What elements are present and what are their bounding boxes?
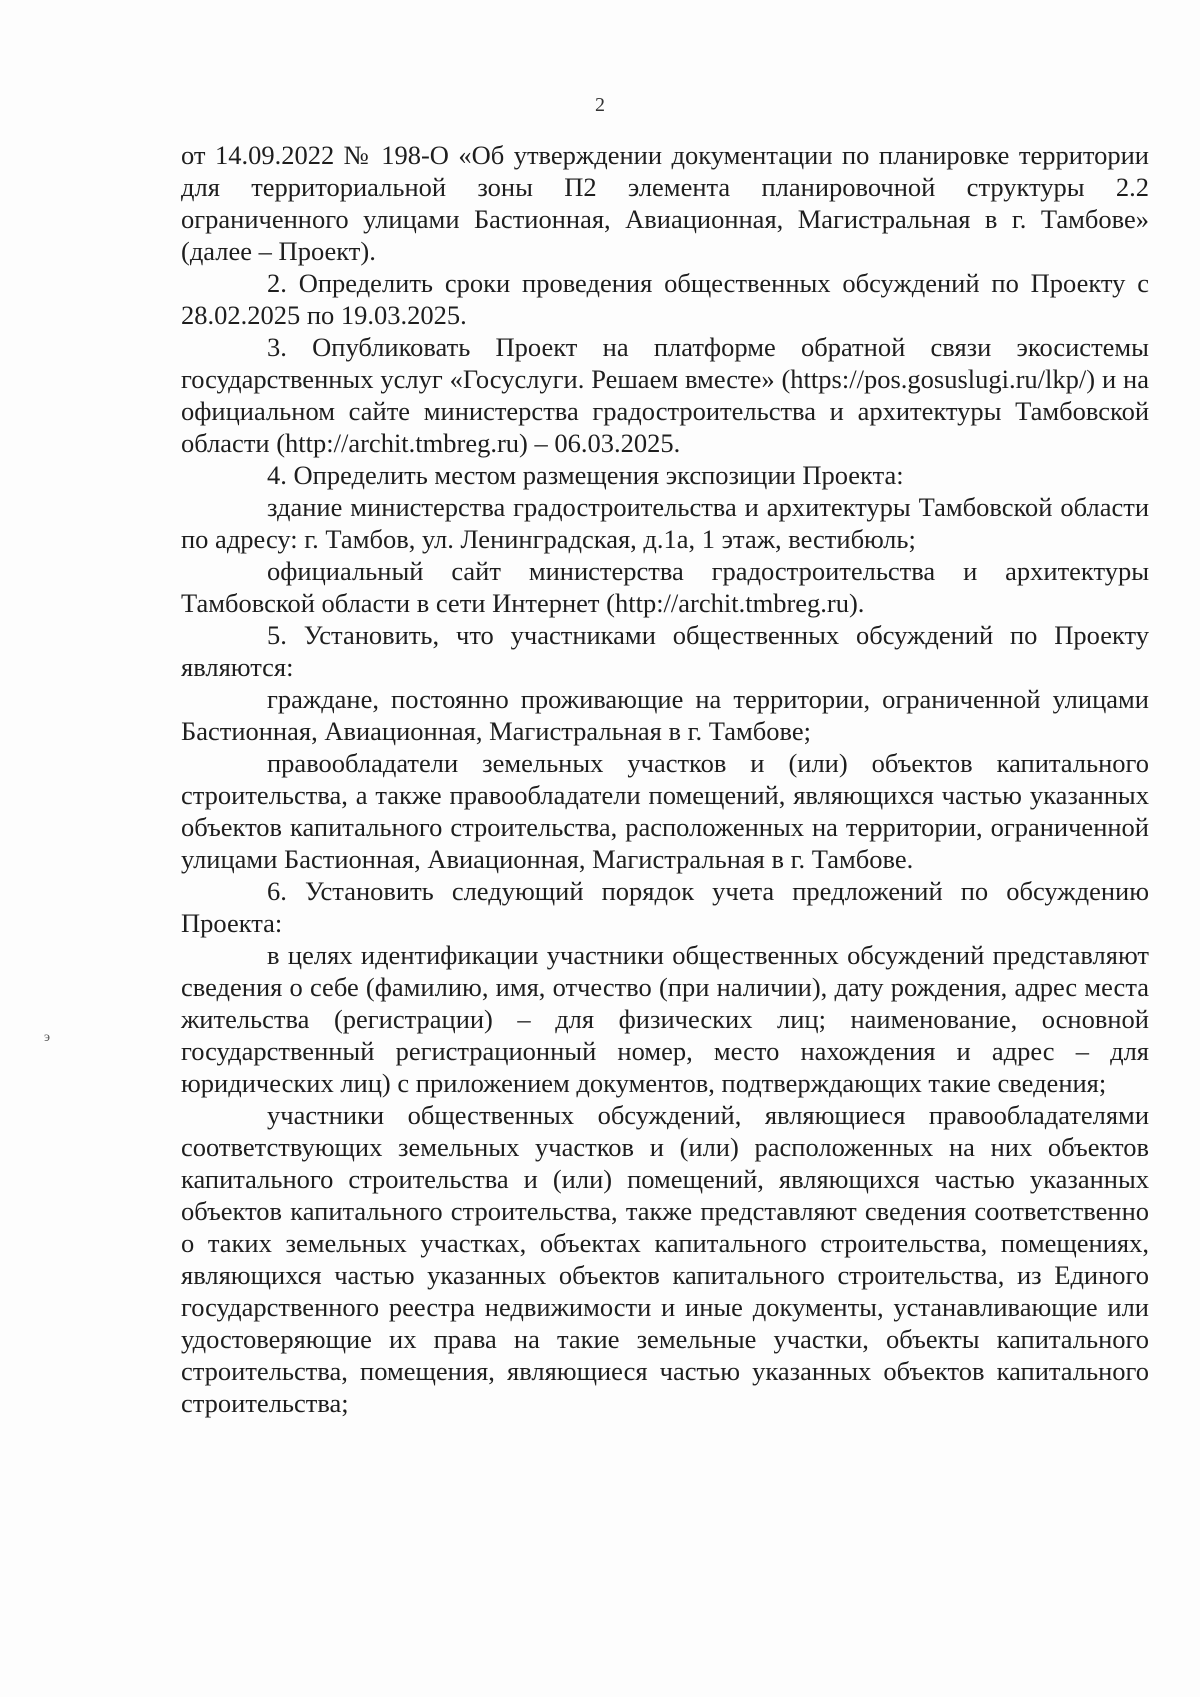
- paragraph-item-4-website: официальный сайт министерства градостроительства и архитектуры Тамбовской области в сети Интернет (http://archit.tmbreg.ru).: [181, 556, 1149, 618]
- paragraph-item-6-identification: в целях идентификации участники общественных обсуждений представляют сведения о себе (фамилию, имя, отчество (при наличии), дату рождения, адрес места жительства (регистрации) – для физических лиц; наименование, основной государственный регистрационный номер, место нахождения и адрес – для юридических лиц) с приложением документов, подтверждающих такие сведения;: [181, 940, 1149, 1098]
- paragraph-item-5-citizens: граждане, постоянно проживающие на территории, ограниченной улицами Бастионная, Авиационная, Магистральная в г. Тамбове;: [181, 684, 1149, 746]
- paragraph-item-6-rightholders: участники общественных обсуждений, являющиеся правообладателями соответствующих земельных участков и (или) расположенных на них объектов капитального строительства и (или) помещений, являющихся частью указанных объектов капитального строительства, также представляют сведения соответственно о таких земельных участках, объектах капитального строительства, помещениях, являющихся частью указанных объектов капитального строительства, из Единого государственного реестра недвижимости и иные документы, устанавливающие или удостоверяющие их права на такие земельные участки, объекты капитального строительства, помещения, являющиеся частью указанных объектов капитального строительства;: [181, 1100, 1149, 1418]
- paragraph-item-6: 6. Установить следующий порядок учета предложений по обсуждению Проекта:: [181, 876, 1149, 938]
- document-body: [181, 139, 1149, 1419]
- paragraph-item-4: 4. Определить местом размещения экспозиции Проекта:: [267, 460, 904, 490]
- page-number: 2: [595, 94, 605, 116]
- paragraph-item-2: 2. Определить сроки проведения общественных обсуждений по Проекту с 28.02.2025 по 19.03.2025.: [181, 268, 1149, 330]
- paragraph-item-5: 5. Установить, что участниками общественных обсуждений по Проекту являются:: [181, 620, 1149, 682]
- paragraph-item-3: 3. Опубликовать Проект на платформе обратной связи экосистемы государственных услуг «Госуслуги. Решаем вместе» (https://pos.gosuslugi.ru/lkp/) и на официальном сайте министерства градостроительства и архитектуры Тамбовской области (http://archit.tmbreg.ru) – 06.03.2025.: [181, 332, 1149, 458]
- paragraph-intro: от 14.09.2022 № 198-О «Об утверждении документации по планировке территории для территориальной зоны П2 элемента планировочной структуры 2.2 ограниченного улицами Бастионная, Авиационная, Магистральная в г. Тамбове» (далее – Проект).: [181, 140, 1149, 266]
- paragraph-item-4-building: здание министерства градостроительства и архитектуры Тамбовской области по адресу: г. Тамбов, ул. Ленинградская, д.1а, 1 этаж, вестибюль;: [181, 492, 1149, 554]
- margin-mark: э: [44, 1030, 51, 1045]
- paragraph-item-5-rightholders: правообладатели земельных участков и (или) объектов капитального строительства, а также правообладатели помещений, являющихся частью указанных объектов капитального строительства, расположенных на территории, ограниченной улицами Бастионная, Авиационная, Магистральная в г. Тамбове.: [181, 748, 1149, 874]
